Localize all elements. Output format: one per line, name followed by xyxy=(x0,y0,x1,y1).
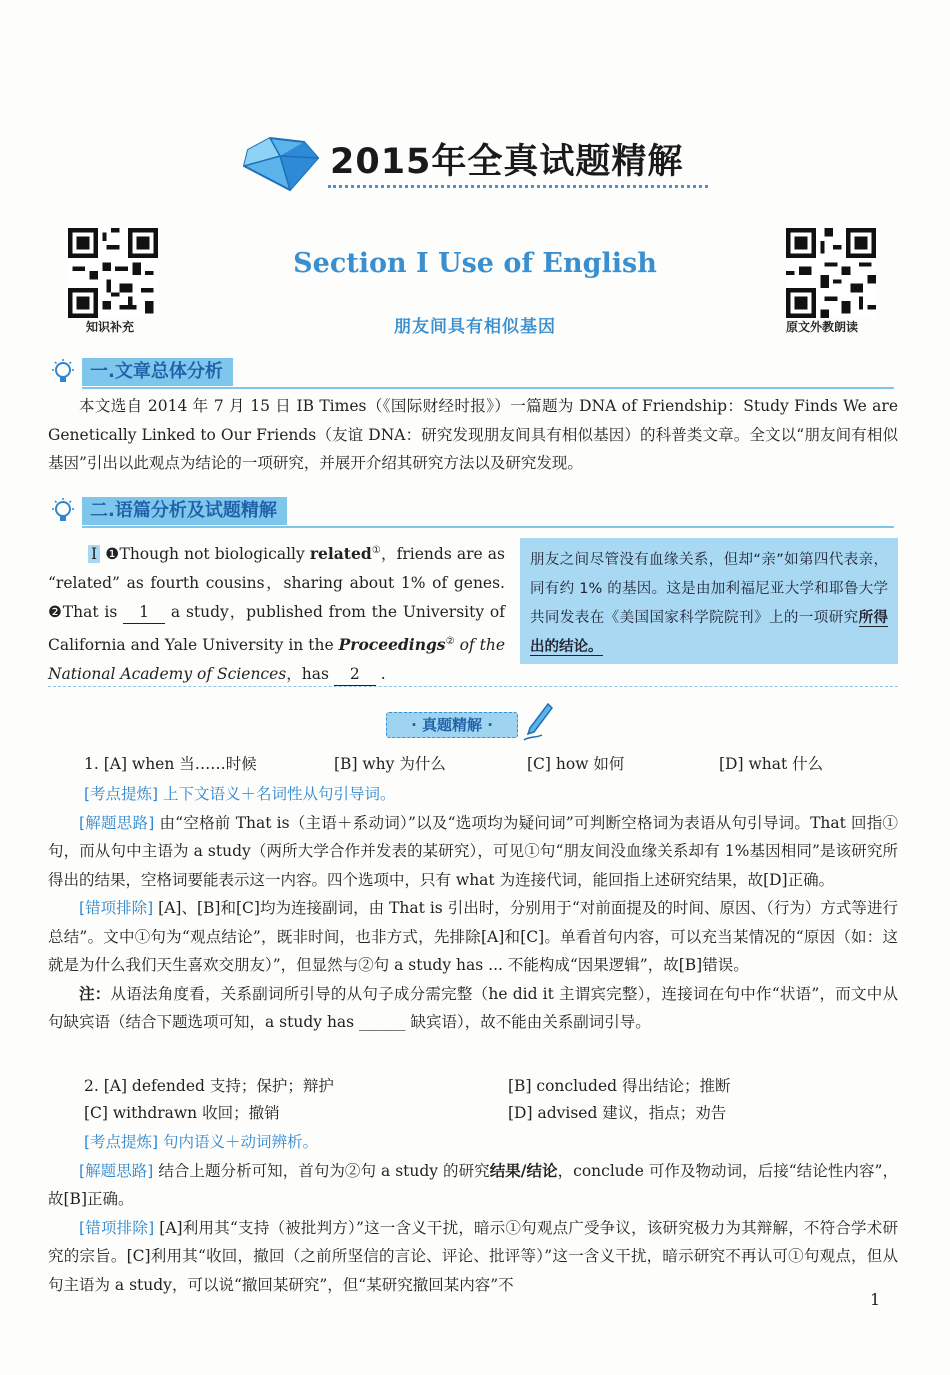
q2-option-a[interactable]: 2. [A] defended 支持；保护；辩护 xyxy=(84,1077,334,1095)
q1-option-a[interactable]: 1. [A] when 当……时候 xyxy=(84,755,257,773)
qr-left-label: 知识补充 xyxy=(86,320,135,334)
q2-option-c[interactable]: [C] withdrawn 收回；撤销 xyxy=(84,1104,280,1122)
blank-1[interactable]: 1 xyxy=(123,601,165,624)
q1-explanation xyxy=(48,780,898,1037)
q2-option-d[interactable]: [D] advised 建议，指点；劝告 xyxy=(508,1104,727,1122)
section-heading-1-label: 一.文章总体分析 xyxy=(82,358,233,386)
section-title: Section Ⅰ Use of English xyxy=(293,248,657,279)
q1-note: 注：从语法角度看，关系副词所引导的从句子成分需完整（he did it 主谓宾完整），连接词在句中作“状语”，而文中从句缺宾语（结合下题选项可知，a study has ______ 缺宾语），故不能由关系副词引导。 xyxy=(48,983,898,1031)
q2-kaodian: [考点提炼] 句内语义＋动词辨析。 xyxy=(84,1133,319,1151)
page-title: 2015年全真试题精解 xyxy=(330,142,684,182)
article-subtitle: 朋友间具有相似基因 xyxy=(394,317,556,337)
lightbulb-icon xyxy=(48,497,78,527)
paragraph-mark: Ⅰ xyxy=(88,545,100,563)
q1-option-d[interactable]: [D] what 什么 xyxy=(719,755,824,773)
q2-jieti: [解题思路] 结合上题分析可知，首句为②句 a study 的研究结果/结论，conclude 可作及物动词，后接“结论性内容”，故[B]正确。 xyxy=(48,1160,898,1208)
pen-icon xyxy=(522,702,554,742)
q1-option-b[interactable]: [B] why 为什么 xyxy=(334,755,446,773)
title-underline xyxy=(328,185,708,188)
section-heading-1 xyxy=(48,358,894,386)
q1-cuoxiang: [错项排除] [A]、[B]和[C]均为连接副词，由 That is 引出时，分别用于“对前面提及的时间、原因、（行为）方式等进行总结”。文中①句为“观点结论”，既非时间，也非方式，先排除[A]和[C]。单看首句内容，可以充当某情况的“原因（如：这就是为什么我们天生喜欢交朋友）”，但显然与②句 a study has ... 不能构成“因果逻辑”，故[B]错误。 xyxy=(48,899,898,974)
q2-cuoxiang: [错项排除] [A]利用其“支持（被批判方）”这一含义干扰，暗示①句观点广受争议，该研究极力为其辩解，不符合学术研究的宗旨。[C]利用其“收回，撤回（之前所坚信的言论、评论、批评等）”这一含义干扰，暗示研究不再认可①句观点，但从句主语为 a study，可以说“撤回某研究”，但“某研究撤回某内容”不 xyxy=(48,1218,898,1294)
q2-explanation xyxy=(48,1128,898,1299)
lightbulb-icon xyxy=(48,358,78,388)
diamond-icon xyxy=(240,136,320,192)
sentence-1-mark: ❶ xyxy=(105,545,120,564)
sentence-2-mark: ❷ xyxy=(48,603,63,622)
vocab-proceedings[interactable]: Proceedings xyxy=(338,635,446,655)
qr-right-label: 原文外教朗读 xyxy=(786,320,859,334)
blank-2[interactable]: 2 xyxy=(334,663,376,686)
q1-jieti: [解题思路] 由“空格前 That is（主语＋系动词）”以及“选项均为疑问词”可判断空格词为表语从句引导词。That 回指①句，而从句中主语为 a study（两所大学合作并发表的某研究），可见①句“朋友间没血缘关系却有 1%基因相同”是该研究所得出的结果，空格词要能表示这一内容。四个选项中，只有 what 为连接代词，能回指上述研究结果，故[D]正确。 xyxy=(48,813,898,889)
q1-kaodian: [考点提炼] 上下文语义＋名词性从句引导词。 xyxy=(84,785,396,803)
q1-option-c[interactable]: [C] how 如何 xyxy=(527,755,625,773)
passage-paragraph: Ⅰ ❶Though not biologically related①，friends are as “related” as fourth cousins，sharing about 1% of genes. ❷That is 1 a study，published from the University of California and Yale University in the Proceedings② of the National Academy of Sciences，has 2 . xyxy=(48,536,505,689)
section-heading-2-label: 二.语篇分析及试题精解 xyxy=(82,497,287,525)
page-number: 1 xyxy=(870,1290,881,1309)
translation-emphasis: 所得出的结论。 xyxy=(530,610,889,655)
divider xyxy=(48,686,898,687)
translation-box: 朋友之间尽管没有血缘关系，但却“亲”如第四代表亲，同有约 1% 的基因。这是由加利福尼亚大学和耶鲁大学共同发表在《美国国家科学院院刊》上的一项研究所得出的结论。 xyxy=(520,538,898,664)
q2-option-b[interactable]: [B] concluded 得出结论；推断 xyxy=(508,1077,731,1095)
zhenti-label: · 真题精解 · xyxy=(386,712,518,738)
vocab-related[interactable]: related xyxy=(309,544,372,564)
overview-paragraph: 本文选自 2014 年 7 月 15 日 IB Times（《国际财经时报》）一篇题为 DNA of Friendship：Study Finds We are Genetically Linked to Our Friends（友谊 DNA：研究发现朋友间具有相似基因）的科普类文章。全文以“朋友间有相似基因”引出以此观点为结论的一项研究，并展开介绍其研究方法以及研究发现。 xyxy=(48,397,898,472)
section-heading-2 xyxy=(48,497,894,525)
